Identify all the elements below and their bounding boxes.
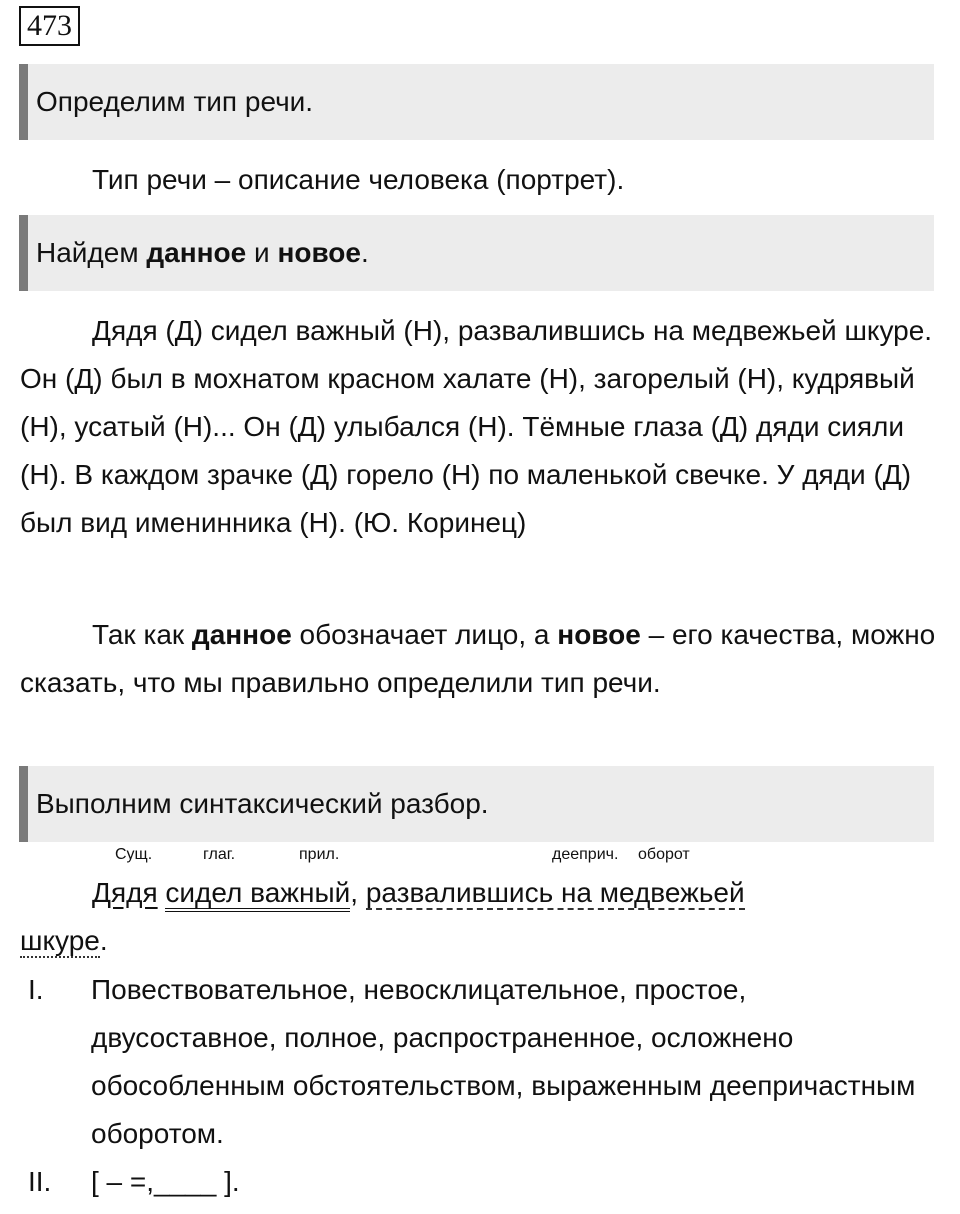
parsed-sentence — [20, 869, 945, 965]
analysis-text: Повествовательное, невосклицательное, простое, двусоставное, полное, распространенное, осложнено обособленным обстоятельством, выраженным деепричастным оборотом. — [91, 974, 916, 1149]
task-number: 473 — [19, 6, 80, 46]
analysis-numeral: I. — [28, 974, 44, 1005]
scheme-numeral: II. — [28, 1166, 52, 1197]
conclusion-part3: – его качества, можно сказать, что мы правильно определили тип речи. — [20, 619, 936, 698]
conclusion-part2: обозначает лицо, а — [291, 619, 558, 650]
adverbial-phrase: развалившись на медвежьей — [365, 877, 745, 908]
label-adjective: прил. — [299, 846, 340, 863]
sentence-scheme: [ – =,____ ]. — [91, 1166, 240, 1197]
label-participle: дееприч. — [552, 846, 619, 863]
header-mid: и — [246, 237, 278, 268]
label-phrase: оборот — [638, 846, 690, 863]
speech-type-answer: Тип речи – описание человека (портрет). — [92, 164, 625, 195]
conclusion-given: данное — [191, 619, 292, 650]
header-new: новое — [277, 237, 361, 268]
label-noun: Сущ. — [115, 846, 153, 863]
conclusion-new: новое — [557, 619, 641, 650]
conclusion-paragraph — [20, 611, 945, 707]
sentence-end: . — [99, 925, 108, 956]
section-header-syntax: Выполним синтаксический разбор. — [19, 766, 934, 842]
subject: Дядя — [92, 877, 158, 908]
predicate: сидел важный — [165, 877, 350, 912]
analyzed-paragraph: Дядя (Д) сидел важный (Н), развалившись на медвежьей шкуре. Он (Д) был в мохнатом красном халате (Н), загорелый (Н), кудрявый (Н), усатый (Н)... Он (Д) улыбался (Н). Тёмные глаза (Д) дяди сияли (Н). В каждом зрачке (Д) горело (Н) по маленькой свечке. У дяди (Д) был вид именинника (Н). (Ю. Коринец) — [20, 315, 933, 538]
conclusion-part1: Так как — [92, 619, 192, 650]
header-prefix: Найдем — [36, 237, 147, 268]
section-header-speech-type: Определим тип речи. — [19, 64, 934, 140]
label-verb: глаг. — [203, 846, 236, 863]
adverbial-phrase-end: шкуре — [20, 925, 100, 956]
comma: , — [350, 877, 359, 908]
header-given: данное — [146, 237, 247, 268]
section-header-given-new — [19, 215, 934, 291]
header-end: . — [360, 237, 369, 268]
